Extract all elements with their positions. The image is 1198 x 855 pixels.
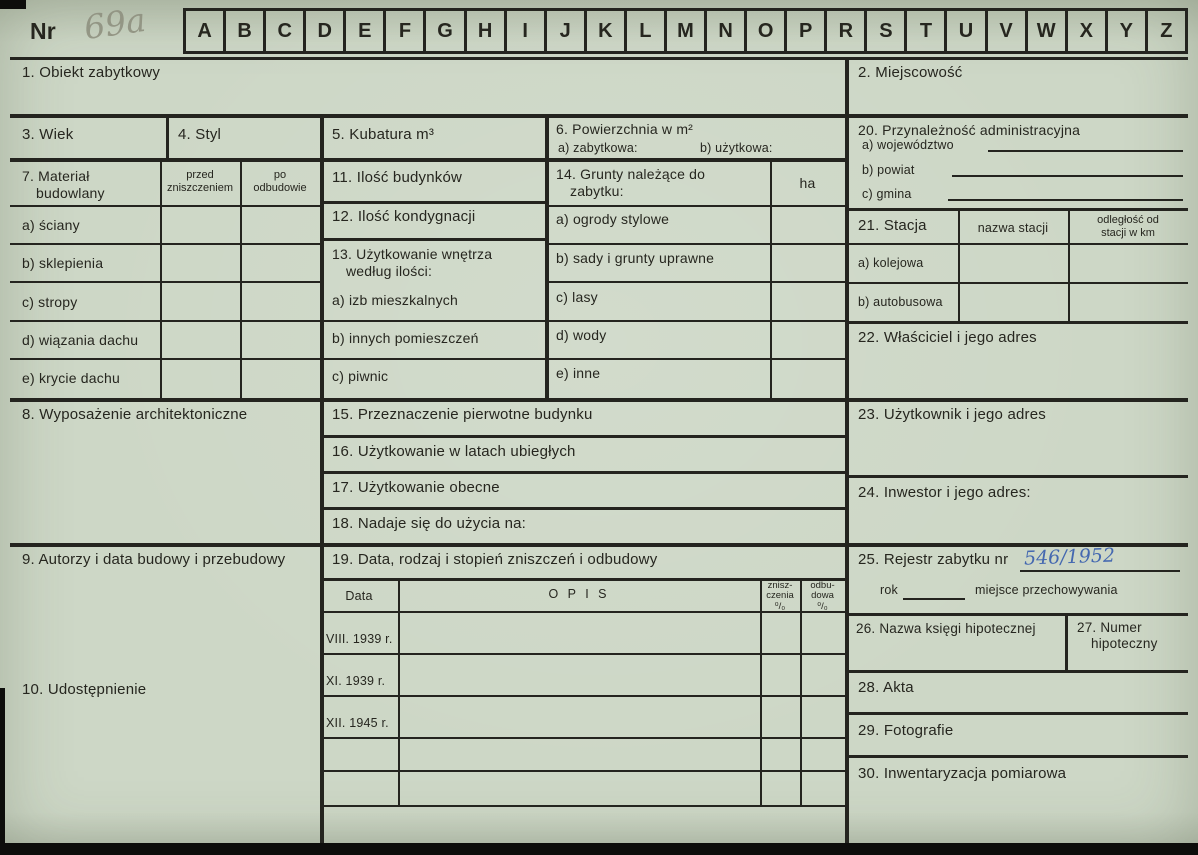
section-28-title: 28. Akta	[858, 679, 914, 696]
table-row-date-2: XI. 1939 r.	[326, 674, 386, 688]
section-1-title: 1. Obiekt zabytkowy	[22, 64, 161, 81]
section-7-row-d: d) wiązania dachu	[22, 332, 139, 348]
alphabet-tab: F	[386, 11, 426, 51]
alphabet-tab: S	[867, 11, 907, 51]
col2-line1: po	[273, 169, 287, 181]
section-2-title: 2. Miejscowość	[858, 64, 963, 81]
scan-edge-corner	[0, 0, 26, 9]
section-14-row-b: b) sady i grunty uprawne	[556, 250, 715, 266]
section-3-title: 3. Wiek	[22, 126, 74, 143]
divider	[545, 114, 549, 402]
alphabet-tab: K	[587, 11, 627, 51]
divider	[10, 114, 1188, 118]
alphabet-tab: N	[707, 11, 747, 51]
divider	[10, 398, 1188, 402]
table-row-date-1: VIII. 1939 r.	[326, 632, 393, 646]
section-9-title: 9. Autorzy i data budowy i przebudowy	[22, 551, 286, 568]
damage-pct: ⁰/₀	[774, 600, 786, 612]
section-22-title: 22. Właściciel i jego adres	[858, 329, 1037, 346]
section-14-row-c: c) lasy	[556, 289, 598, 305]
divider	[320, 435, 845, 438]
section-21-col2-header	[1068, 214, 1188, 240]
rebuild-line2: dowa	[811, 590, 834, 602]
section-26-title: 26. Nazwa księgi hipotecznej	[856, 621, 1036, 636]
divider	[770, 158, 772, 402]
section-14-row-a: a) ogrody stylowe	[556, 211, 670, 227]
section-25-title: 25. Rejestr zabytku nr	[858, 551, 1009, 568]
divider	[1065, 613, 1068, 673]
section-5-title: 5. Kubatura m³	[332, 126, 435, 143]
section-19-title: 19. Data, rodzaj i stopień zniszczeń i odbudowy	[332, 551, 658, 568]
damage-line2: czenia	[766, 590, 794, 602]
section-7-row-b: b) sklepienia	[22, 255, 104, 271]
section-7-row-a: a) ściany	[22, 217, 80, 233]
col1-line1: przed	[186, 169, 214, 181]
alphabet-tab: R	[827, 11, 867, 51]
divider	[320, 201, 545, 204]
fill-line	[952, 175, 1183, 177]
section-30-title: 30. Inwentaryzacja pomiarowa	[858, 765, 1067, 782]
alphabet-tab: Y	[1108, 11, 1148, 51]
section-27-title-line2: hipoteczny	[1091, 636, 1158, 651]
divider	[845, 755, 1188, 758]
section-6-b-label: b) użytkowa:	[700, 141, 773, 155]
divider	[166, 114, 169, 162]
divider	[10, 358, 320, 360]
alphabet-tab: J	[547, 11, 587, 51]
divider	[10, 205, 320, 207]
section-13-title-line1: 13. Użytkowanie wnętrza	[332, 246, 493, 262]
section-18-title: 18. Nadaje się do użycia na:	[332, 515, 527, 532]
table-col-damage	[760, 581, 800, 612]
alphabet-tab: M	[667, 11, 707, 51]
divider	[10, 57, 1188, 60]
divider	[10, 543, 1188, 547]
fill-line	[1020, 570, 1180, 572]
alphabet-tab: X	[1068, 11, 1108, 51]
alphabet-index	[183, 8, 1188, 54]
section-7-row-c: c) stropy	[22, 294, 78, 310]
section-25-rok-label: rok	[880, 583, 898, 597]
divider	[10, 281, 320, 283]
section-15-title: 15. Przeznaczenie pierwotne budynku	[332, 406, 593, 423]
section-11-title: 11. Ilość budynków	[332, 169, 463, 186]
divider	[845, 712, 1188, 715]
table-row-date-3: XII. 1945 r.	[326, 716, 389, 730]
section-7-col1-header	[161, 169, 239, 195]
section-14-row-e: e) inne	[556, 365, 601, 381]
alphabet-tab: H	[467, 11, 507, 51]
section-13-row-b: b) innych pomieszczeń	[332, 330, 479, 346]
section-21-title: 21. Stacja	[858, 217, 927, 234]
nr-label: Nr	[30, 18, 56, 44]
section-17-title: 17. Użytkowanie obecne	[332, 479, 500, 496]
section-6-title: 6. Powierzchnia w m²	[556, 121, 694, 137]
divider	[10, 158, 845, 162]
divider	[320, 471, 845, 474]
alphabet-tab: D	[306, 11, 346, 51]
distance-line2: stacji w km	[1101, 226, 1155, 239]
section-7-title-line1: 7. Materiał	[22, 168, 90, 184]
col1-line2: zniszczeniem	[166, 181, 234, 194]
section-14-title-line1: 14. Grunty należące do	[556, 166, 706, 182]
alphabet-tab: B	[226, 11, 266, 51]
table-col-opis: O P I S	[548, 587, 610, 601]
fill-line	[903, 598, 965, 600]
section-14-unit-label: ha	[799, 175, 816, 191]
nr-handwritten-value: 69a	[81, 0, 149, 48]
rebuild-pct: ⁰/₀	[817, 600, 828, 612]
divider	[845, 243, 1188, 245]
divider	[320, 238, 545, 241]
rebuild-line1: odbu-	[810, 580, 835, 591]
fill-line	[948, 199, 1183, 201]
alphabet-tab: T	[907, 11, 947, 51]
divider	[845, 282, 1188, 284]
section-14-row-d: d) wody	[556, 327, 607, 343]
section-21-row-a: a) kolejowa	[858, 256, 924, 270]
section-7-row-e: e) krycie dachu	[22, 370, 120, 386]
section-13-row-c: c) piwnic	[332, 368, 389, 384]
distance-line1: odległość od	[1097, 214, 1159, 226]
divider	[545, 281, 845, 283]
scan-edge-left	[0, 688, 5, 855]
section-6-a-label: a) zabytkowa:	[558, 141, 638, 155]
divider	[800, 578, 802, 807]
divider	[10, 320, 320, 322]
divider	[845, 57, 849, 843]
alphabet-tab: A	[186, 11, 226, 51]
section-7-title-line2: budowlany	[36, 185, 105, 201]
divider	[845, 670, 1188, 673]
section-12-title: 12. Ilość kondygnacji	[332, 208, 476, 225]
section-7-col2-header	[241, 169, 319, 195]
section-27-title-line1: 27. Numer	[1077, 620, 1142, 635]
col2-line2: odbudowie	[253, 181, 307, 194]
alphabet-tab: W	[1028, 11, 1068, 51]
divider	[845, 321, 1188, 324]
scan-edge-bottom	[0, 843, 1198, 855]
section-25-handwritten-value: 546/1952	[1023, 544, 1116, 570]
alphabet-tab: O	[747, 11, 787, 51]
table-col-data: Data	[345, 589, 373, 603]
alphabet-tab: I	[507, 11, 547, 51]
divider	[320, 358, 545, 360]
divider	[398, 578, 400, 807]
alphabet-tab: L	[627, 11, 667, 51]
alphabet-tab: G	[426, 11, 466, 51]
divider	[320, 114, 324, 843]
divider	[545, 205, 845, 207]
divider	[320, 507, 845, 510]
divider	[545, 320, 845, 322]
divider	[320, 320, 545, 322]
section-10-title: 10. Udostępnienie	[22, 681, 147, 698]
section-20-c-label: c) gmina	[862, 187, 912, 201]
damage-line1: znisz-	[767, 580, 793, 591]
section-21-row-b: b) autobusowa	[858, 295, 943, 309]
divider	[10, 243, 320, 245]
section-21-col1-header: nazwa stacji	[977, 221, 1049, 235]
section-13-row-a: a) izb mieszkalnych	[332, 292, 458, 308]
alphabet-tab: Z	[1160, 19, 1173, 42]
section-23-title: 23. Użytkownik i jego adres	[858, 406, 1046, 423]
section-16-title: 16. Użytkowanie w latach ubiegłych	[332, 443, 576, 460]
section-20-a-label: a) województwo	[862, 138, 954, 152]
fill-line	[988, 150, 1183, 152]
section-4-title: 4. Styl	[178, 126, 222, 143]
section-13-title-line2: według ilości:	[346, 263, 433, 279]
section-20-title: 20. Przynależność administracyjna	[858, 122, 1081, 138]
alphabet-tab: U	[947, 11, 987, 51]
section-25-miejsce-label: miejsce przechowywania	[975, 583, 1118, 597]
section-14-title-line2: zabytku:	[570, 183, 624, 199]
section-24-title: 24. Inwestor i jego adres:	[858, 484, 1031, 501]
divider	[760, 578, 762, 807]
alphabet-tab: E	[346, 11, 386, 51]
divider	[845, 475, 1188, 478]
divider	[545, 358, 845, 360]
section-29-title: 29. Fotografie	[858, 722, 954, 739]
section-8-title: 8. Wyposażenie architektoniczne	[22, 406, 248, 423]
divider	[845, 613, 1188, 616]
alphabet-tab: C	[266, 11, 306, 51]
alphabet-tab: P	[787, 11, 827, 51]
divider	[545, 243, 845, 245]
table-col-rebuild	[800, 581, 845, 612]
section-20-b-label: b) powiat	[862, 163, 915, 177]
divider	[845, 208, 1188, 211]
alphabet-tab: V	[988, 11, 1028, 51]
